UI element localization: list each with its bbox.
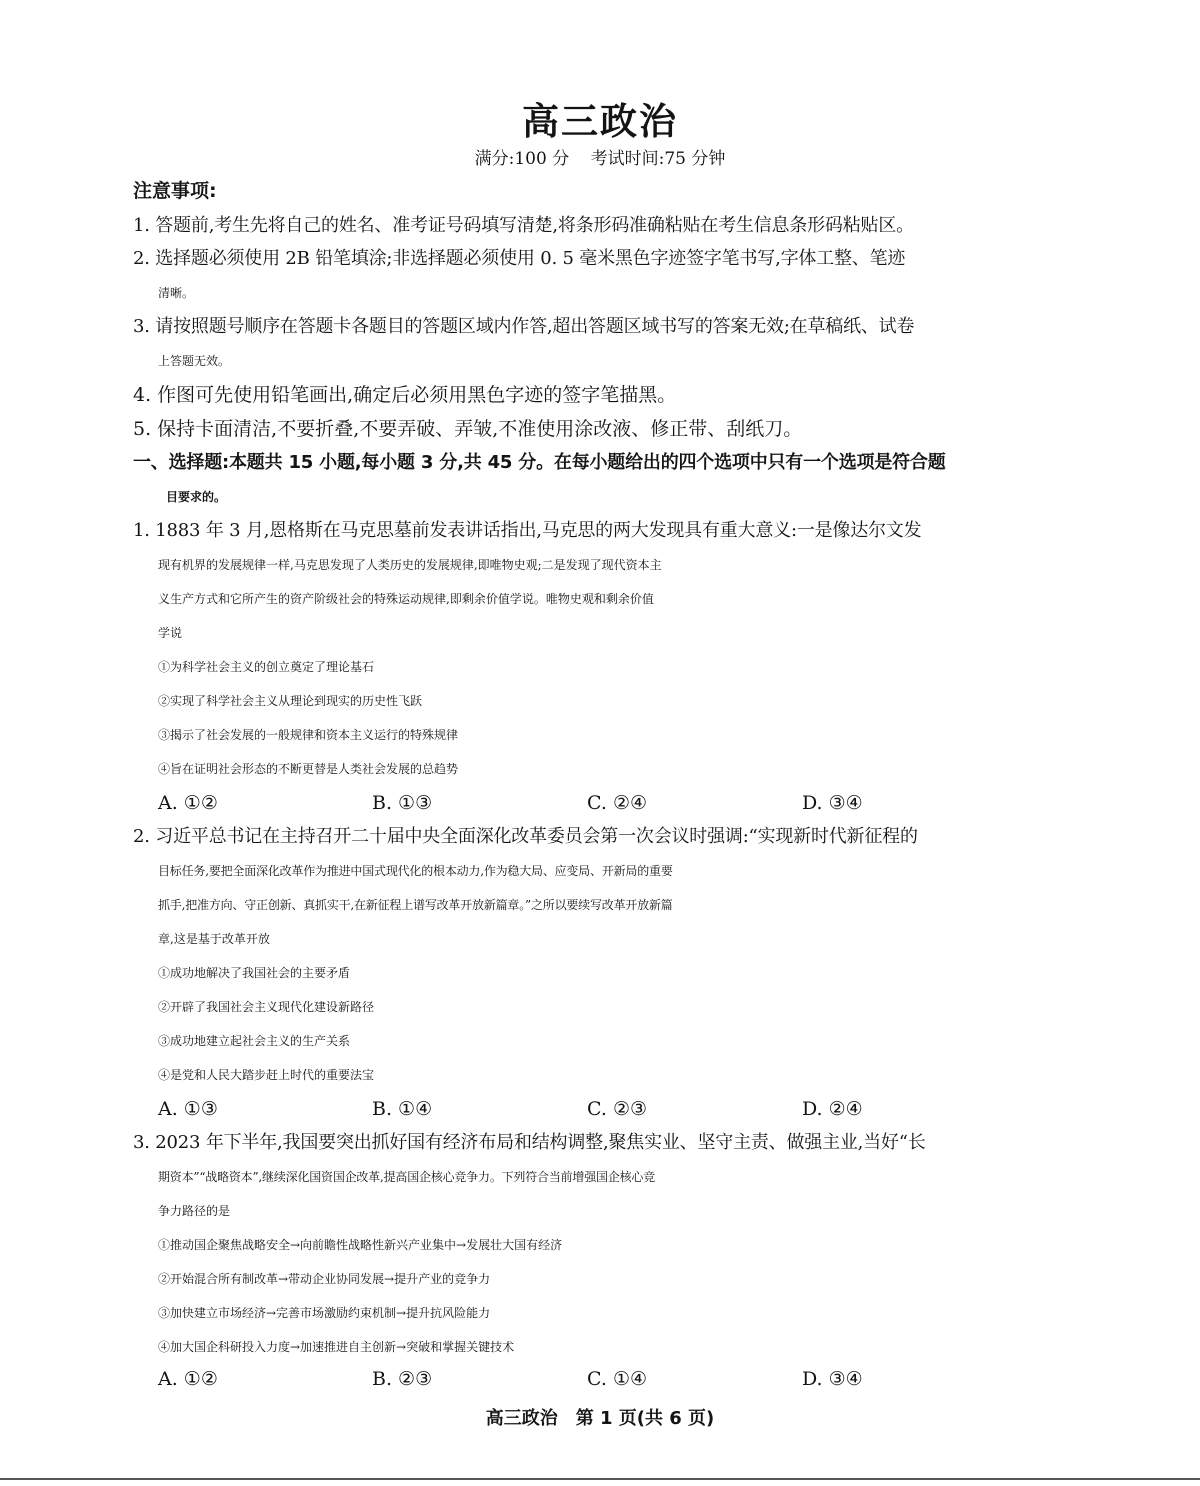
exam-time: 考试时间:75 分钟 xyxy=(590,149,726,169)
question-stem-line: 章,这是基于改革开放 xyxy=(158,932,270,946)
option-a: A. ①② xyxy=(158,792,218,814)
question-stem-line: 3. 2023 年下半年,我国要突出抓好国有经济布局和结构调整,聚焦实业、坚守主责、做强主业,当好“长 xyxy=(133,1132,926,1153)
question-stem-line: 学说 xyxy=(158,626,183,640)
question-item: ②开辟了我国社会主义现代化建设新路径 xyxy=(158,1000,375,1014)
question-item: ②实现了科学社会主义从理论到现实的历史性飞跃 xyxy=(158,694,423,708)
question-stem-line: 抓手,把准方向、守正创新、真抓实干,在新征程上谱写改革开放新篇章。”之所以要续写改革开放新篇 xyxy=(158,898,673,912)
exam-info xyxy=(0,146,1200,172)
question-stem-line: 现有机界的发展规律一样,马克思发现了人类历史的发展规律,即唯物史观;二是发现了现代资本主 xyxy=(158,558,662,572)
option-c: C. ②③ xyxy=(587,1098,648,1120)
question-item: ③加快建立市场经济→完善市场激励约束机制→提升抗风险能力 xyxy=(158,1306,491,1320)
question-item: ④加大国企科研投入力度→加速推进自主创新→突破和掌握关键技术 xyxy=(158,1340,515,1354)
option-c: C. ①④ xyxy=(587,1368,648,1390)
scan-edge-divider xyxy=(0,1478,1200,1480)
question-stem-line: 目标任务,要把全面深化改革作为推进中国式现代化的根本动力,作为稳大局、应变局、开新局的重要 xyxy=(158,864,673,878)
question-item: ③成功地建立起社会主义的生产关系 xyxy=(158,1034,351,1048)
notice-line: 4. 作图可先使用铅笔画出,确定后必须用黑色字迹的签字笔描黑。 xyxy=(133,384,677,406)
option-d: D. ③④ xyxy=(802,1368,863,1390)
question-item: ④是党和人民大踏步赶上时代的重要法宝 xyxy=(158,1068,375,1082)
question-stem-line: 1. 1883 年 3 月,恩格斯在马克思墓前发表讲话指出,马克思的两大发现具有重大意义:一是像达尔文发 xyxy=(133,520,922,541)
full-score: 满分:100 分 xyxy=(474,149,570,169)
option-d: D. ③④ xyxy=(802,792,863,814)
page-footer: 高三政治 第 1 页(共 6 页) xyxy=(485,1408,715,1429)
notice-line: 5. 保持卡面清洁,不要折叠,不要弄破、弄皱,不准使用涂改液、修正带、刮纸刀。 xyxy=(133,418,803,440)
question-item: ①成功地解决了我国社会的主要矛盾 xyxy=(158,966,351,980)
question-stem-line: 争力路径的是 xyxy=(158,1204,231,1218)
page-title: 高三政治 xyxy=(522,100,678,143)
option-a: A. ①② xyxy=(158,1368,218,1390)
question-stem-line: 义生产方式和它所产生的资产阶级社会的特殊运动规律,即剩余价值学说。唯物史观和剩余价值 xyxy=(158,592,654,606)
question-item: ②开始混合所有制改革→带动企业协同发展→提升产业的竞争力 xyxy=(158,1272,491,1286)
notice-line: 3. 请按照题号顺序在答题卡各题目的答题区域内作答,超出答题区域书写的答案无效;在草稿纸、试卷 xyxy=(133,316,915,337)
question-item: ③揭示了社会发展的一般规律和资本主义运行的特殊规律 xyxy=(158,728,459,742)
notice-line: 2. 选择题必须使用 2B 铅笔填涂;非选择题必须使用 0. 5 毫米黑色字迹签字笔书写,字体工整、笔迹 xyxy=(133,248,906,269)
notice-heading: 注意事项: xyxy=(133,180,217,202)
notice-line: 上答题无效。 xyxy=(158,354,231,368)
question-item: ①为科学社会主义的创立奠定了理论基石 xyxy=(158,660,375,674)
section-heading: 一、选择题:本题共 15 小题,每小题 3 分,共 45 分。在每小题给出的四个选项中只有一个选项是符合题 xyxy=(133,452,946,473)
option-b: B. ②③ xyxy=(372,1368,433,1390)
question-item: ④旨在证明社会形态的不断更替是人类社会发展的总趋势 xyxy=(158,762,459,776)
section-heading-cont: 目要求的。 xyxy=(166,490,227,504)
question-item: ①推动国企聚焦战略安全→向前瞻性战略性新兴产业集中→发展壮大国有经济 xyxy=(158,1238,563,1252)
notice-line: 清晰。 xyxy=(158,286,195,300)
notice-line: 1. 答题前,考生先将自己的姓名、准考证号码填写清楚,将条形码准确粘贴在考生信息条形码粘贴区。 xyxy=(133,215,914,236)
option-b: B. ①③ xyxy=(372,792,433,814)
option-b: B. ①④ xyxy=(372,1098,433,1120)
question-stem-line: 2. 习近平总书记在主持召开二十届中央全面深化改革委员会第一次会议时强调:“实现新时代新征程的 xyxy=(133,826,918,847)
question-stem-line: 期资本”“战略资本”,继续深化国资国企改革,提高国企核心竞争力。下列符合当前增强国企核心竞 xyxy=(158,1170,656,1184)
option-d: D. ②④ xyxy=(802,1098,863,1120)
option-a: A. ①③ xyxy=(158,1098,218,1120)
option-c: C. ②④ xyxy=(587,792,648,814)
